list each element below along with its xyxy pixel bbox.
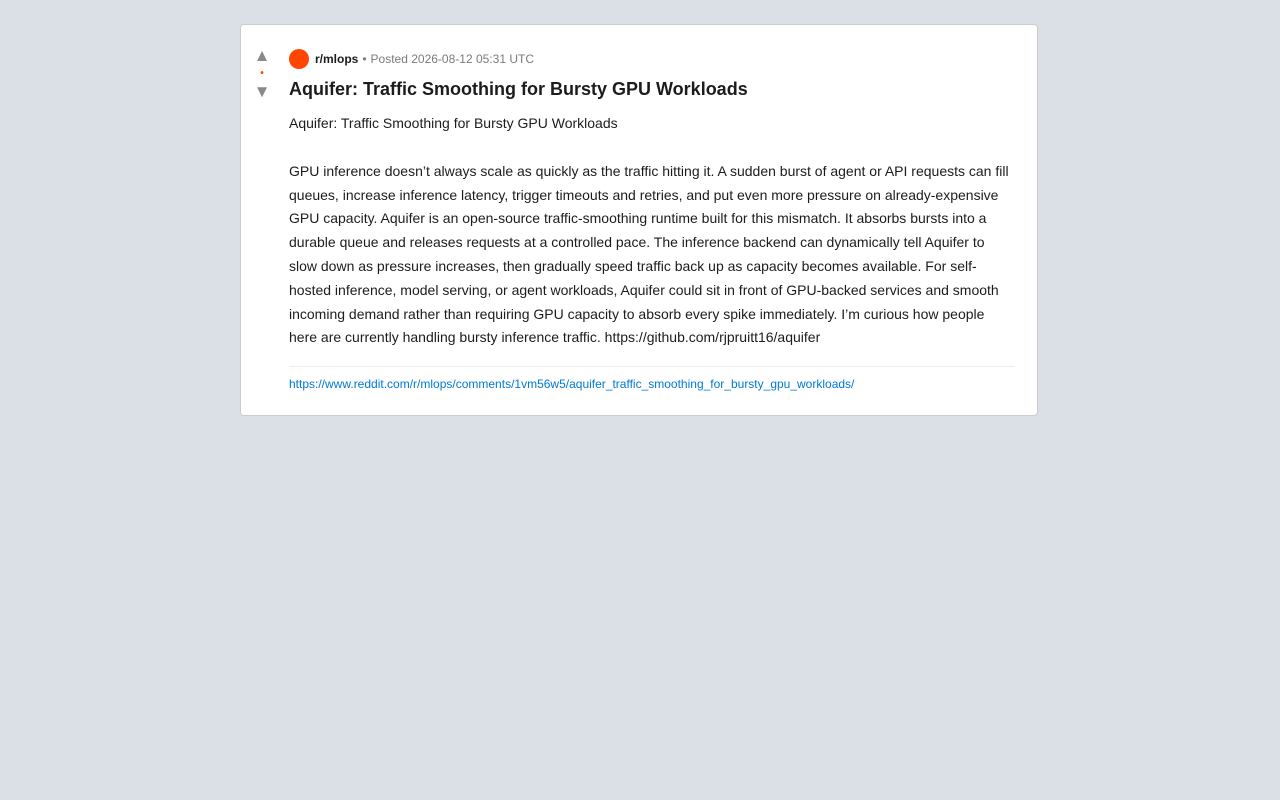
vote-column <box>241 47 283 101</box>
subreddit-icon[interactable] <box>289 49 309 69</box>
upvote-icon[interactable]: ▲ <box>253 46 271 65</box>
downvote-icon[interactable]: ▼ <box>253 82 271 101</box>
post-card <box>240 24 1038 416</box>
vote-score: • <box>260 68 264 79</box>
post-body <box>289 112 1015 350</box>
post-content <box>289 49 1015 392</box>
body-paragraph: GPU inference doesn’t always scale as quickly as the traffic hitting it. A sudden burst of agent or API requests can fill queues, increase inference latency, trigger timeouts and retries, and put even more pressure on already-expensive GPU capacity. Aquifer is an open-source traffic-smoothing runtime built for this mismatch. It absorbs bursts into a durable queue and releases requests at a controlled pace. The inference backend can dynamically tell Aquifer to slow down as pressure increases, then gradually speed traffic back up as capacity becomes available. For self-hosted inference, model serving, or agent workloads, Aquifer could sit in front of GPU-backed services and smooth incoming demand rather than requiring GPU capacity to absorb every spike immediately. I’m curious how people here are currently handling bursty inference traffic. https://github.com/rjpruitt16/aquifer <box>289 162 1009 346</box>
post-timestamp: Posted 2026-08-12 05:31 UTC <box>370 52 534 66</box>
subreddit-link[interactable]: r/mlops <box>315 52 359 66</box>
post-footer <box>289 366 1015 392</box>
meta-separator: • <box>362 52 367 66</box>
post-title[interactable]: Aquifer: Traffic Smoothing for Bursty GPU Workloads <box>289 79 748 99</box>
body-paragraph: Aquifer: Traffic Smoothing for Bursty GPU Workloads <box>289 115 618 131</box>
permalink-link[interactable]: https://www.reddit.com/r/mlops/comments/1vm56w5/aquifer_traffic_smoothing_for_bursty_gpu_workloads/ <box>289 377 855 392</box>
post-meta <box>289 49 1015 69</box>
